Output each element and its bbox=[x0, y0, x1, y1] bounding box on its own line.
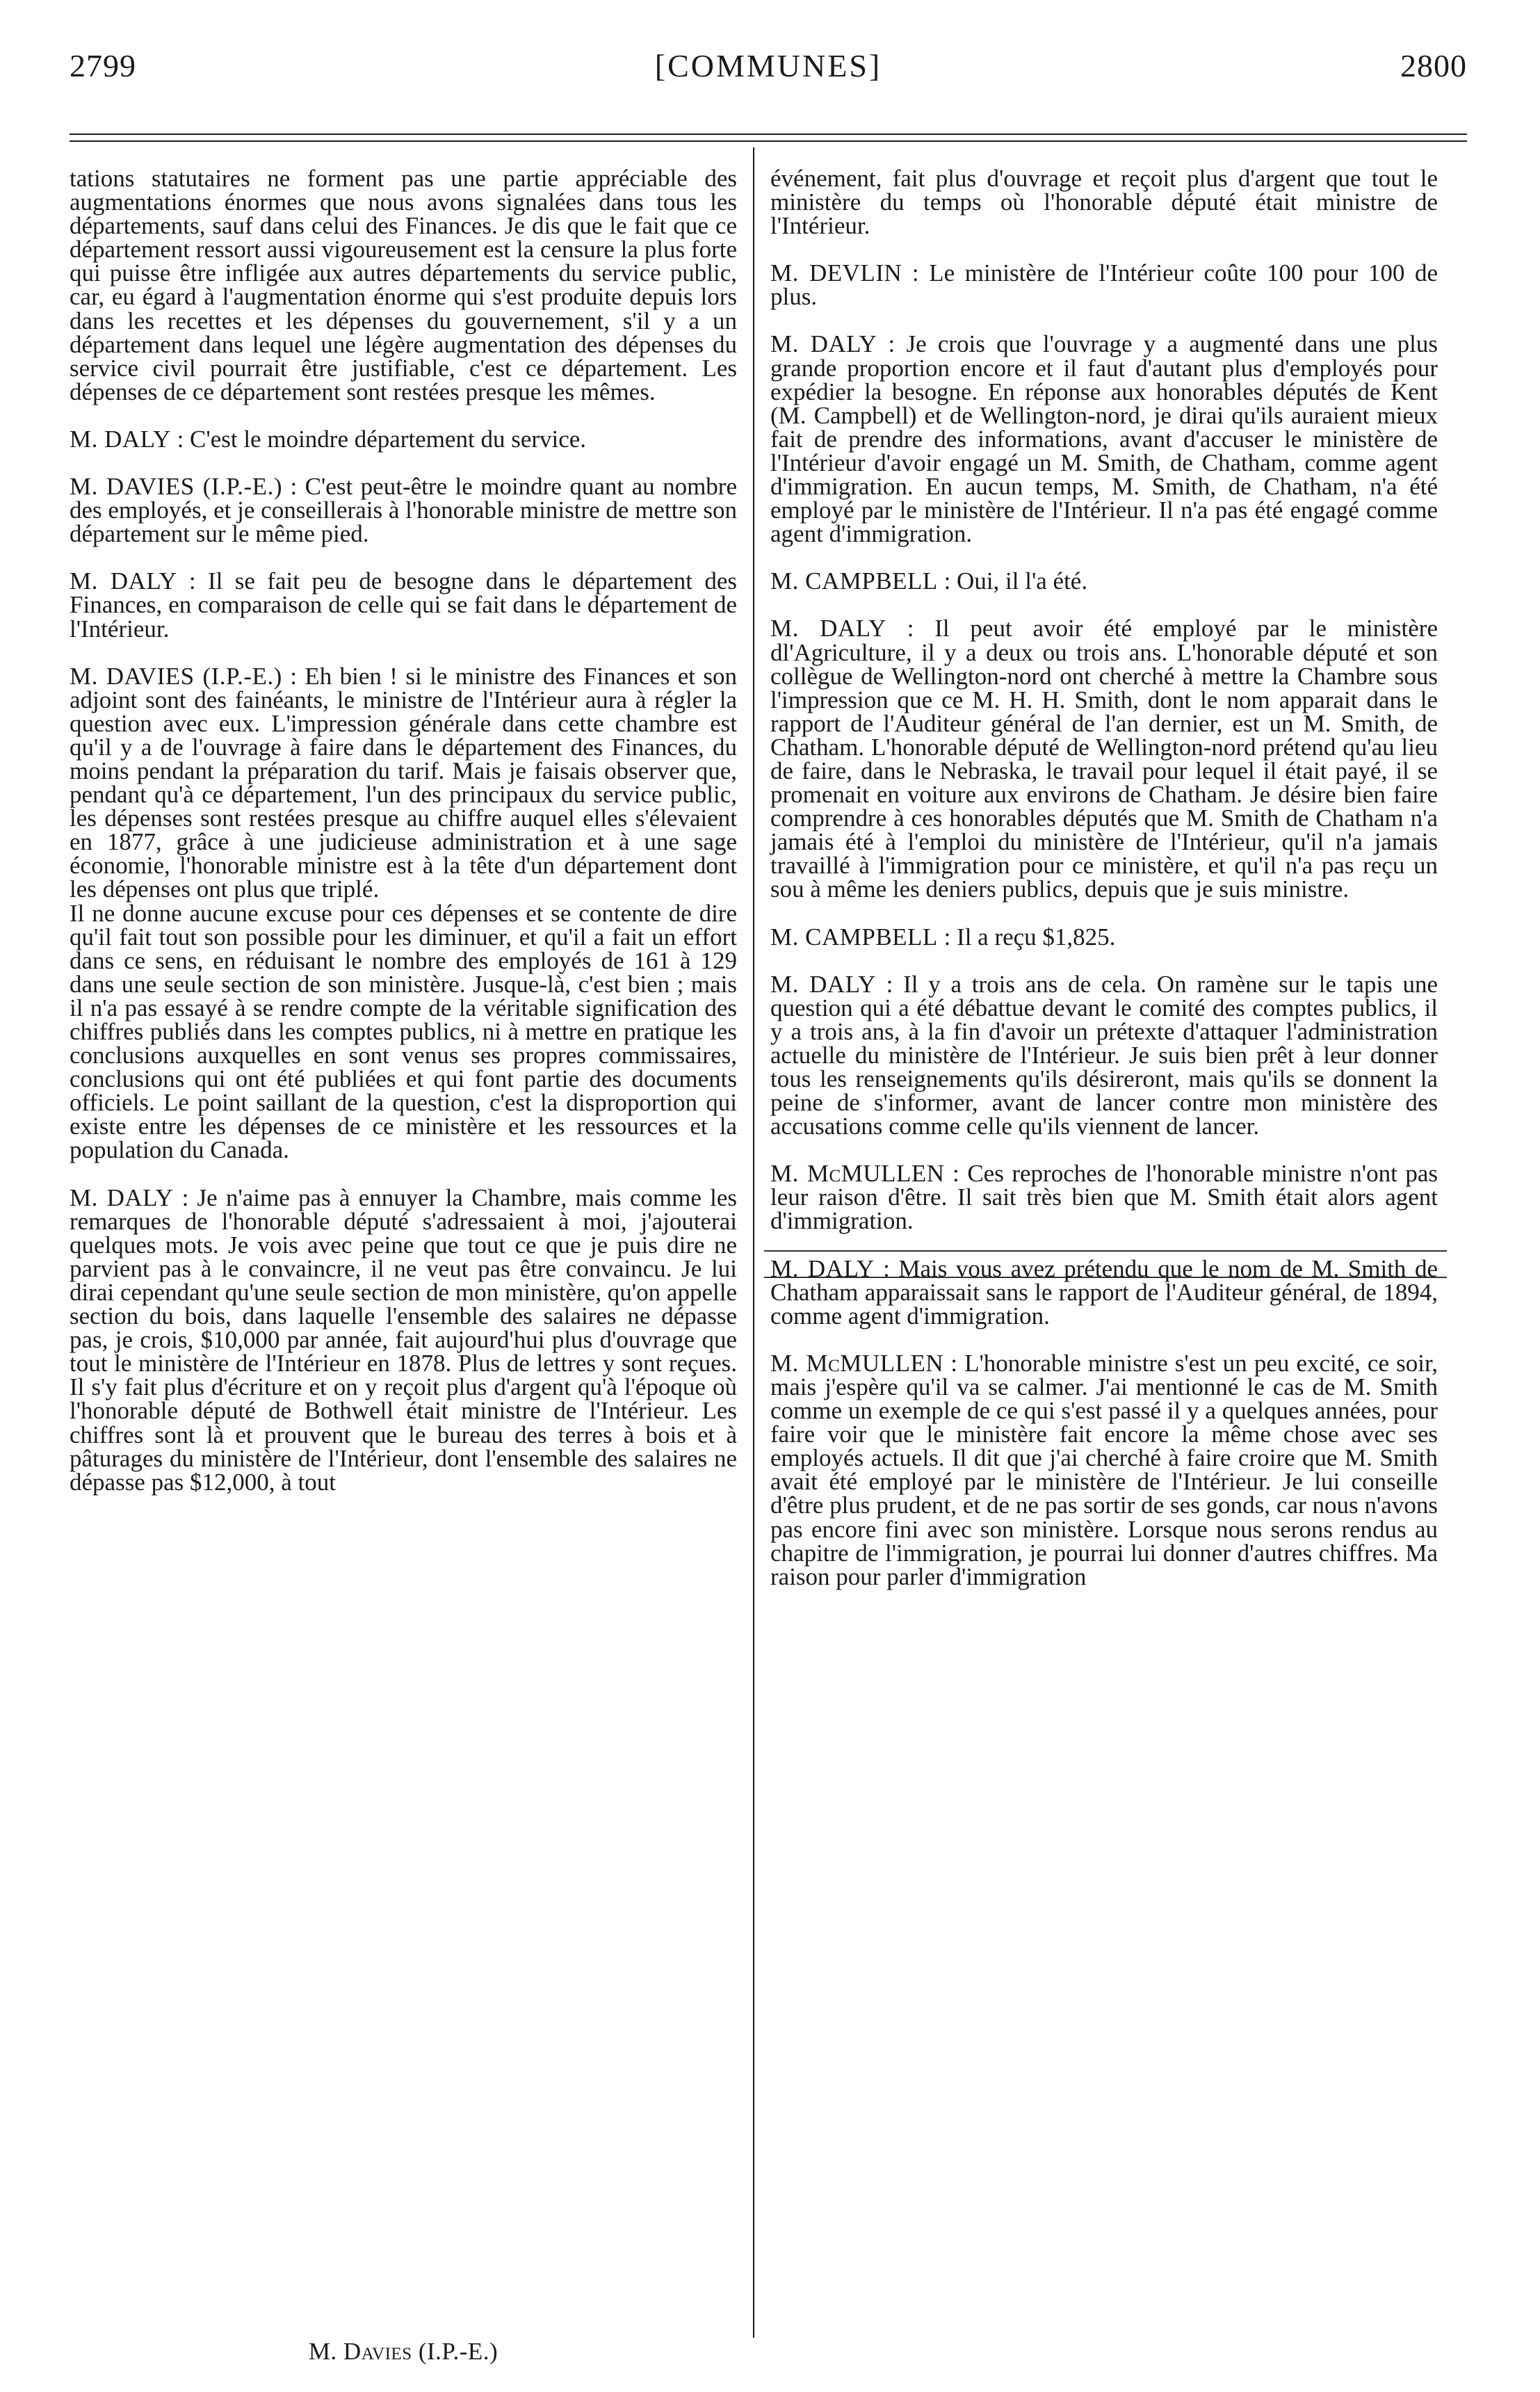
speech-text: : Il se fait peu de besogne dans le département des Finances, en comparaison de celle qui se fait dans le département de l'Intérieur. bbox=[70, 567, 737, 643]
speech-text: : C'est peut-être le moindre quant au nombre des employés, et je conseillerais à l'honorable ministre de mettre son département sur le même pied. bbox=[70, 473, 737, 548]
paragraph bbox=[770, 1254, 1438, 1330]
paragraph: tations statutaires ne forment pas une partie appréciable des augmentations énormes que nous avons signalées dans tous les départements, sauf dans celui des Finances. Je dis que le fait que ce département ressort aussi vigoureusement est la censure la plus forte qui puisse être infligée aux autres départements du service public, car, eu égard à l'augmentation énorme qui s'est produite depuis lors dans les recettes et les dépenses du gouvernement, s'il y a un département dans lequel une légère augmentation des dépenses du service civil pourrait être justifiable, c'est ce département. Les dépenses de ce département sont restées presque les mêmes. bbox=[70, 165, 737, 405]
page-header bbox=[70, 47, 1467, 110]
speaker-name: M. DALY bbox=[770, 615, 886, 643]
speaker-name: M. DALY bbox=[70, 1183, 174, 1211]
speech-text: : Ces reproches de l'honorable ministre n'ont pas leur raison d'être. Il sait très bien que M. Smith était alors agent d'immigration. bbox=[770, 1160, 1438, 1235]
speaker-name: M. CAMPBELL bbox=[770, 923, 938, 951]
speaker-name: M. CAMPBELL bbox=[770, 567, 938, 595]
speech-text: : Il y a trois ans de cela. On ramène sur le tapis une question qui a été débattue devant le comité des comptes publics, il y a trois ans, à la fin d'avoir un prétexte d'attaquer l'administration actuelle du ministère de l'Intérieur. Je suis bien prêt à leur donner tous les renseignements qu'ils désireront, mais qu'ils se donnent la peine de s'informer, avant de lancer contre mon ministère des accusations comme celle qu'ils viennent de lancer. bbox=[770, 970, 1438, 1140]
speech-text: : L'honorable ministre s'est un peu excité, ce soir, mais j'espère qu'il va se calmer. J'ai mentionné le cas de M. Smith comme un exemple de ce qui s'est passé il y a quelques années, pour faire voir que le ministère fait encore la même chose avec ses employés actuels. Il dit que j'ai cherché à faire croire que M. Smith avait été employé par le ministère de l'Intérieur. Je lui conseille d'être plus prudent, et de ne pas sortir de ses gonds, car nous n'avons pas encore fini avec son ministère. Lorsque nous serons rendus au chapitre de l'immigration, je pourrai lui donner d'autres chiffres. Ma raison pour parler d'immigration bbox=[770, 1349, 1438, 1590]
paragraph bbox=[70, 567, 737, 643]
paragraph bbox=[770, 617, 1438, 901]
speaker-name: M. DALY bbox=[770, 1254, 875, 1282]
paragraph bbox=[770, 1162, 1438, 1233]
page-number-right: 2800 bbox=[1400, 48, 1467, 83]
column-separator bbox=[753, 147, 754, 2338]
running-footer: M. Davies (I.P.-E.) bbox=[308, 2338, 499, 2365]
speaker-name: M. DALY bbox=[70, 425, 171, 453]
speaker-name: M. DEVLIN bbox=[770, 259, 902, 287]
speaker-name: M. DAVIES (I.P.-E.) bbox=[70, 473, 282, 501]
page-number-left: 2799 bbox=[70, 48, 136, 83]
paragraph bbox=[70, 662, 737, 903]
speech-text: : Il peut avoir été employé par le ministère dl'Agriculture, il y a deux ou trois ans. L'honorable député et son collègue de Wellington-nord ont cherché à mettre la Chambre sous l'impression que ce M. H. H. Smith, dont le nom apparait dans le rapport de l'Auditeur général de l'an dernier, est un M. Smith, de Chatham. L'honorable député de Wellington-nord prétend qu'au lieu de faire, dans le Nebraska, le travail pour lequel il était payé, il se promenait en voiture aux environs de Chatham. Je désire bien faire comprendre à ces honorables députés que M. Smith de Chatham n'a jamais été à l'emploi du ministère de l'Intérieur, qu'il n'a jamais travaillé à l'immigration pour ce ministère, et qu'il n'a pas reçu un sou à même les deniers publics, depuis que je suis ministre. bbox=[770, 615, 1438, 903]
speech-text: : Eh bien ! si le ministre des Finances et son adjoint sont des fainéants, le ministre de l'Intérieur aura à régler la question avec eux. L'impression générale dans cette chambre est qu'il y a de l'ouvrage à faire dans le département des Finances, du moins pendant la préparation du tarif. Mais je faisais observer que, pendant qu'à ce département, l'un des principaux du service public, les dépenses sont restées presque au chiffre auquel elles s'élevaient en 1877, grâce à une judicieuse administration et à une sage économie, l'honorable ministre est à la tête d'un département dont les dépenses ont plus que triplé. bbox=[70, 662, 737, 903]
speaker-name: M. DAVIES (I.P.-E.) bbox=[70, 662, 282, 690]
speech-text: : Le ministère de l'Intérieur coûte 100 pour 100 de plus. bbox=[770, 259, 1438, 311]
paragraph bbox=[770, 569, 1438, 593]
speaker-name: M. DALY bbox=[770, 330, 877, 358]
speaker-name: M. DALY bbox=[70, 567, 177, 595]
paragraph bbox=[70, 475, 737, 546]
paragraph bbox=[70, 425, 737, 453]
paragraph bbox=[770, 923, 1438, 951]
speech-text: : Je n'aime pas à ennuyer la Chambre, mais comme les remarques de l'honorable député s'adressaient à moi, j'ajouterai quelques mots. Je vois avec peine que tout ce que je puis dire ne parvient pas à le convaincre, il ne veut pas être convaincu. Je lui dirai cependant qu'une seule section de mon ministère, qu'on appelle section du bois, dans laquelle l'ensemble des salaires ne dépasse pas, je crois, $10,000 par année, fait aujourd'hui plus d'ouvrage que tout le ministère de l'Intérieur en 1878. Plus de lettres y sont reçues. Il s'y fait plus d'écriture et on y reçoit plus d'argent qu'à l'époque où l'honorable député de Bothwell était ministre de l'Intérieur. Les chiffres sont là et prouvent que le bureau des terres à bois et à pâturages du ministère de l'Intérieur, dont l'ensemble des salaires ne dépasse pas $12,000, à tout bbox=[70, 1183, 737, 1496]
paragraph bbox=[770, 261, 1438, 309]
speaker-name: M. DALY bbox=[770, 970, 876, 998]
paragraph: événement, fait plus d'ouvrage et reçoit plus d'argent que tout le ministère du temps où l'honorable député était ministre de l'Intérieur. bbox=[770, 165, 1438, 240]
speech-text: : Je crois que l'ouvrage y a augmenté dans une plus grande proportion encore et il faut d'autant plus d'employés pour expédier la besogne. En réponse aux honorables députés de Kent (M. Campbell) et de Wellington-nord, je dirai qu'ils auraient mieux fait de prendre des informations, avant d'accuser le ministère de l'Intérieur d'avoir engagé un M. Smith, de Chatham, comme agent d'immigration. En aucun temps, M. Smith, de Chatham, n'a été employé par le ministère de l'Intérieur. Il n'a pas été engagé comme agent d'immigration. bbox=[770, 330, 1438, 548]
paragraph: Il ne donne aucune excuse pour ces dépenses et se contente de dire qu'il fait tout son possible pour les diminuer, et qu'il a fait un effort dans ce sens, en réduisant le nombre des employés de 161 à 129 dans une seule section de son ministère. Jusque-là, c'est bien ; mais il n'a pas essayé à se rendre compte de la véritable signification des chiffres publiés dans les comptes publics, ni à mettre en pratique les conclusions auxquelles en sont venus ses propres commissaires, conclusions qui ont été publiées et qui font partie des documents officiels. Le point saillant de la question, c'est la disproportion qui existe entre les dépenses de ce ministère et les ressources et la population du Canada. bbox=[70, 899, 737, 1164]
header-rule-bottom bbox=[70, 140, 1467, 142]
paragraph bbox=[770, 1349, 1438, 1590]
speaker-name: M. McMULLEN bbox=[770, 1160, 945, 1188]
running-title: [COMMUNES] bbox=[654, 48, 882, 83]
speech-text: : Oui, il l'a été. bbox=[937, 567, 1088, 595]
speech-text: : C'est le moindre département du service. bbox=[170, 425, 587, 453]
right-column bbox=[770, 167, 1438, 1589]
speaker-name: M. McMULLEN bbox=[770, 1349, 944, 1377]
paragraph bbox=[70, 1183, 737, 1496]
speech-text: : Mais vous avez prétendu que le nom de M. Smith de Chatham apparaissait sans le rapport de l'Auditeur général, de 1894, comme agent d'immigration. bbox=[770, 1254, 1438, 1330]
paragraph bbox=[770, 970, 1438, 1140]
speech-text: : Il a reçu $1,825. bbox=[937, 923, 1116, 951]
header-rule-top bbox=[70, 134, 1467, 135]
paragraph bbox=[770, 332, 1438, 546]
left-column bbox=[70, 167, 737, 1494]
